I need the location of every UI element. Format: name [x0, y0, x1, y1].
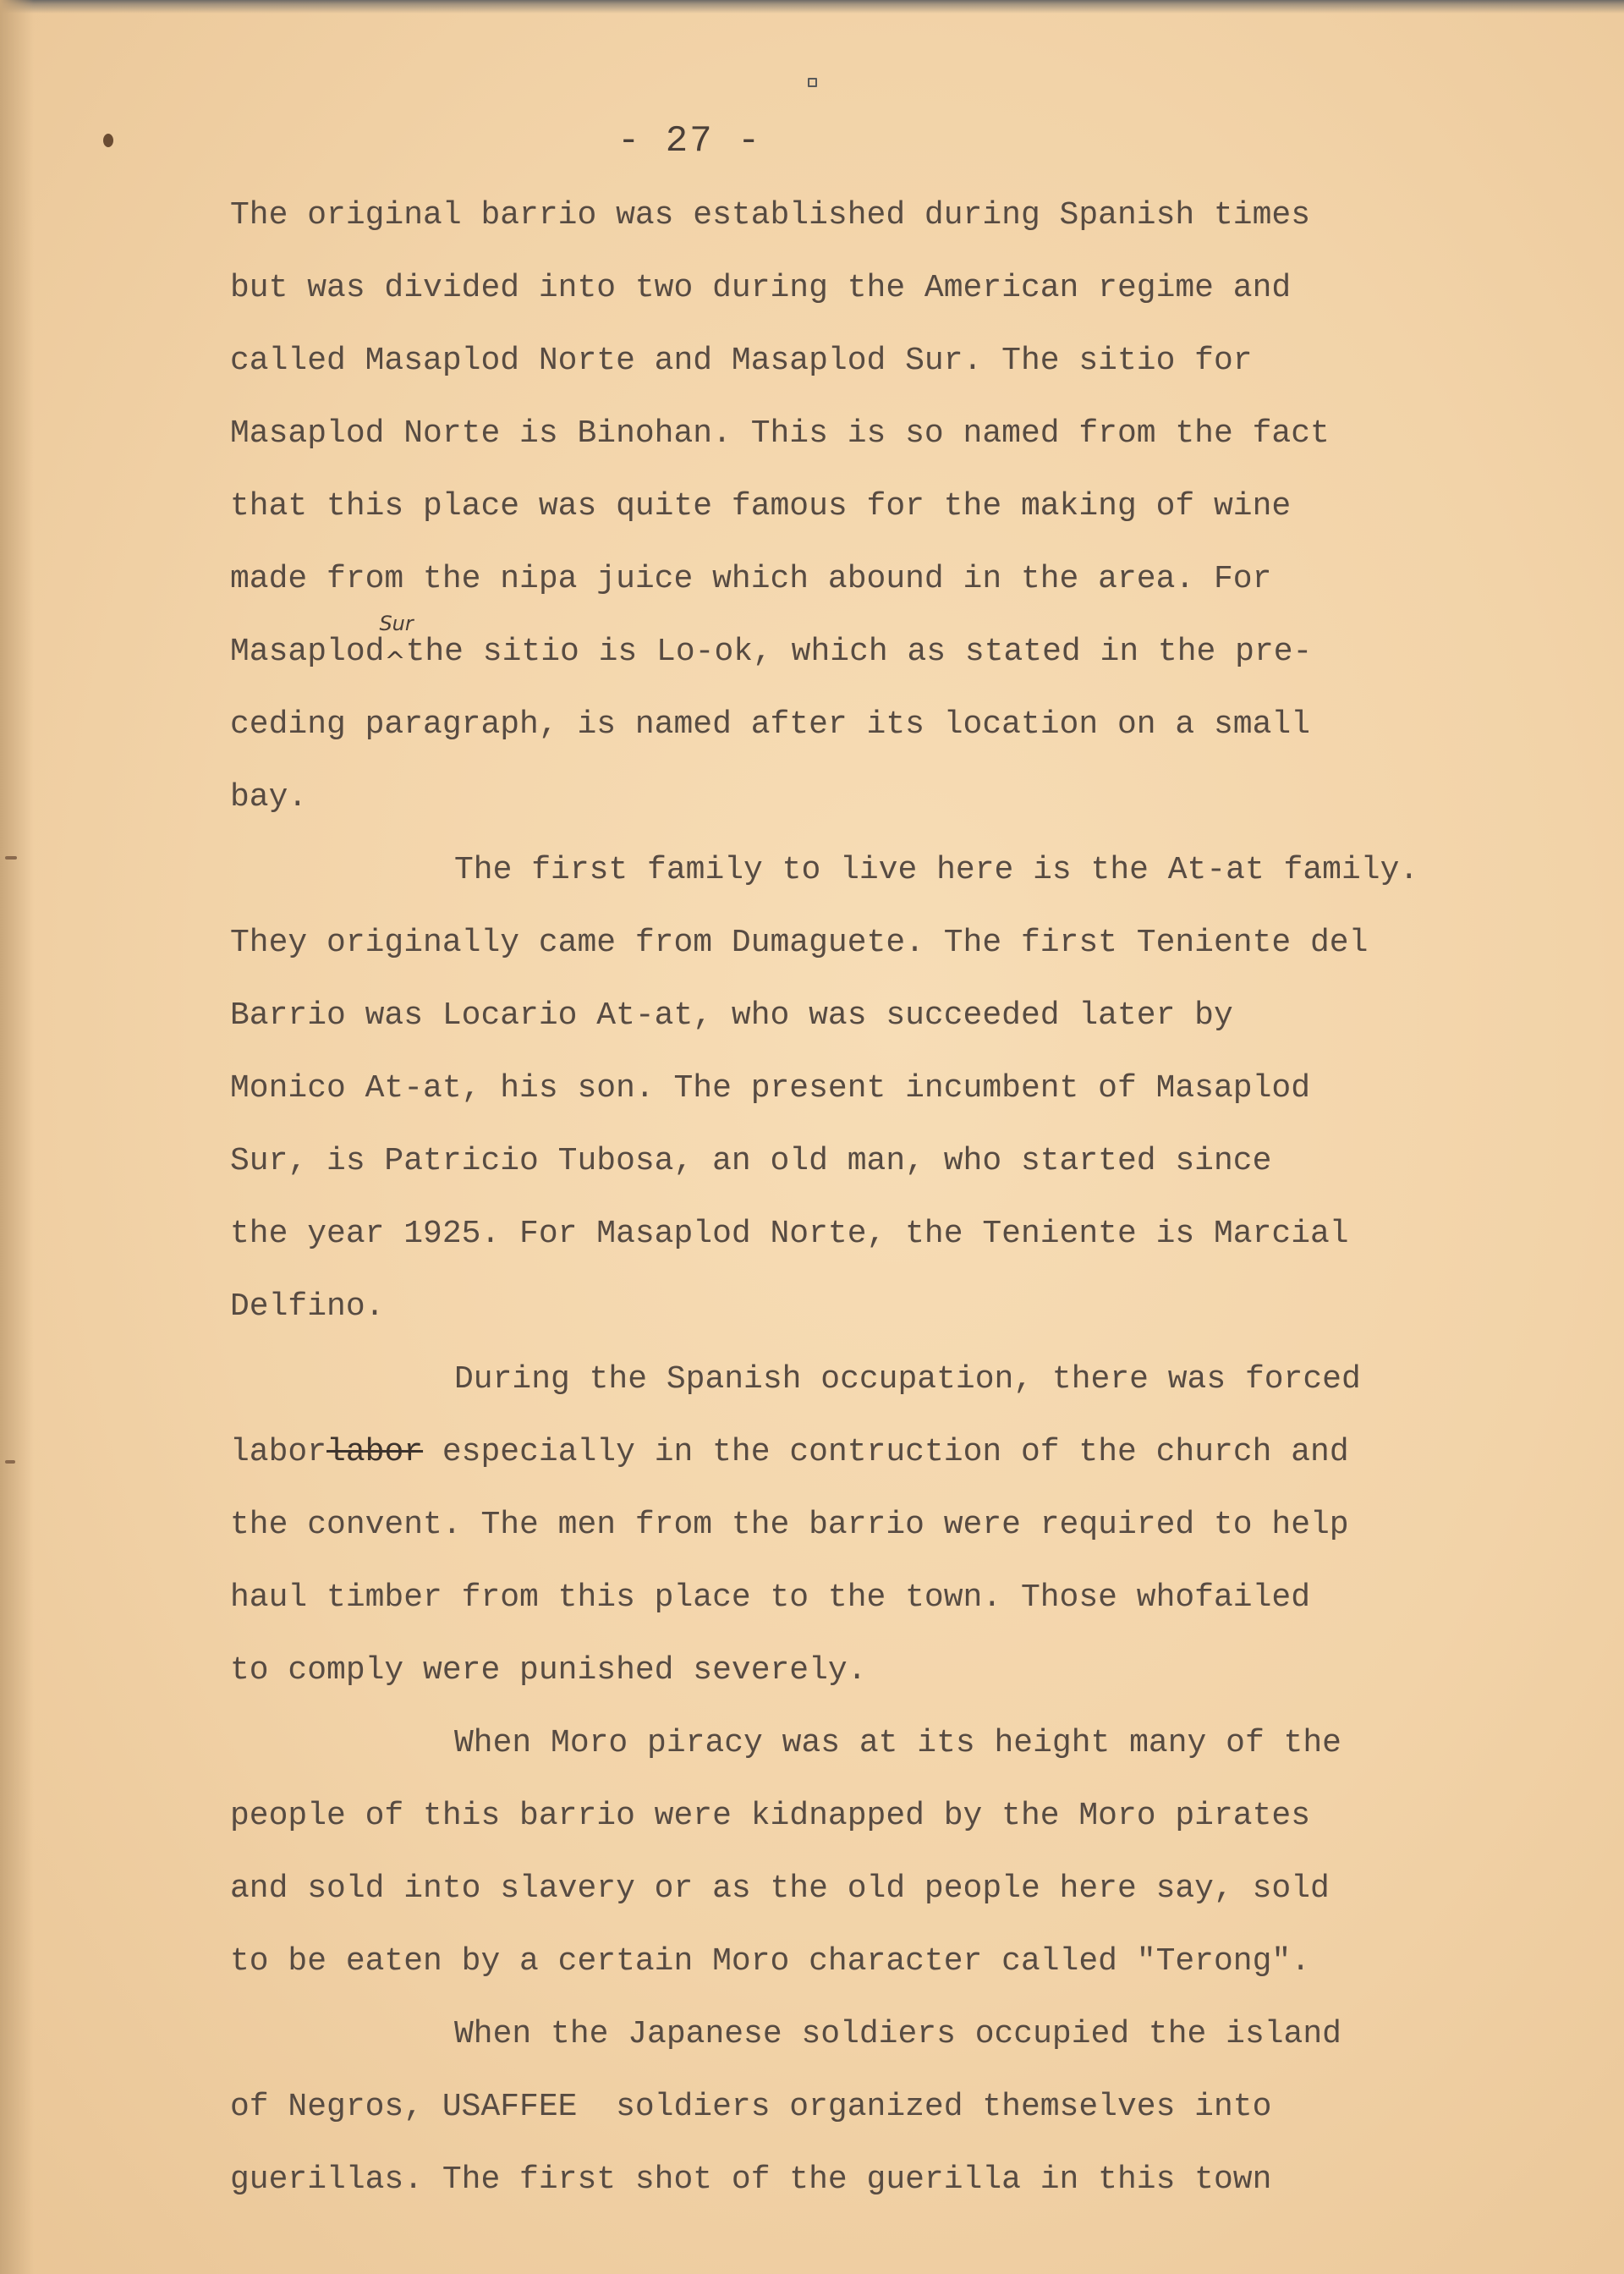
strikethrough-line: [230, 1427, 1550, 1500]
text-line: of Negros, USAFFEE soldiers organized themselves into: [230, 2089, 1272, 2125]
text-line: the convent. The men from the barrio were required to help: [230, 1507, 1349, 1543]
text-line: ceding paragraph, is named after its location on a small: [230, 706, 1311, 743]
text-line: made from the nipa juice which abound in the area. For: [230, 561, 1272, 597]
text-line: Monico At-at, his son. The present incumbent of Masaplod: [230, 1070, 1311, 1107]
paragraph-start: When the Japanese soldiers occupied the island: [454, 2016, 1341, 2052]
text-line: Delfino.: [230, 1288, 385, 1325]
scan-top-edge: [0, 0, 1624, 14]
margin-mark: [5, 856, 17, 860]
page-number: - 27 -: [617, 120, 762, 162]
insertion-mark: [379, 612, 414, 678]
text-line: people of this barrio were kidnapped by the Moro pirates: [230, 1798, 1311, 1834]
scan-left-edge: [0, 0, 34, 2274]
paragraph-start: When Moro piracy was at its height many of the: [454, 1725, 1341, 1761]
text-fragment: Masaplod: [230, 634, 385, 670]
text-line: Masaplod Norte is Binohan. This is so named from the fact: [230, 415, 1330, 452]
caret-mark: ^: [384, 647, 406, 677]
text-line: called Masaplod Norte and Masaplod Sur. The sitio for: [230, 343, 1253, 379]
text-line: They originally came from Dumaguete. The first Teniente del: [230, 925, 1369, 961]
struck-word: labor: [326, 1434, 424, 1470]
handwritten-insertion: Sur: [379, 612, 414, 635]
scan-mark: [808, 78, 817, 87]
ink-spot: [103, 134, 113, 147]
typewritten-body: [230, 190, 1550, 2227]
text-line: and sold into slavery or as the old people here say, sold: [230, 1870, 1330, 1907]
text-line: The original barrio was established during Spanish times: [230, 197, 1311, 233]
paragraph-start: The first family to live here is the At-at family.: [454, 852, 1419, 888]
text-line: to be eaten by a certain Moro character called "Terong".: [230, 1943, 1311, 1980]
text-line: but was divided into two during the American regime and: [230, 270, 1292, 306]
paragraph-start: During the Spanish occupation, there was forced: [454, 1361, 1361, 1398]
text-fragment: labor: [230, 1434, 327, 1470]
text-fragment: the sitio is Lo-ok, which as stated in the pre-: [405, 634, 1313, 670]
text-line: haul timber from this place to the town. Those whofailed: [230, 1579, 1311, 1616]
text-line: guerillas. The first shot of the guerilla in this town: [230, 2161, 1272, 2198]
text-line: Barrio was Locario At-at, who was succeeded later by: [230, 997, 1233, 1034]
margin-mark: [5, 1460, 15, 1464]
text-fragment: especially in the contruction of the church and: [423, 1434, 1349, 1470]
text-line: that this place was quite famous for the making of wine: [230, 488, 1292, 525]
text-line: Sur, is Patricio Tubosa, an old man, who started since: [230, 1143, 1272, 1179]
text-line: bay.: [230, 779, 308, 816]
text-line: the year 1925. For Masaplod Norte, the Teniente is Marcial: [230, 1216, 1349, 1252]
text-line: to comply were punished severely.: [230, 1652, 867, 1689]
annotated-line: [230, 612, 1550, 700]
